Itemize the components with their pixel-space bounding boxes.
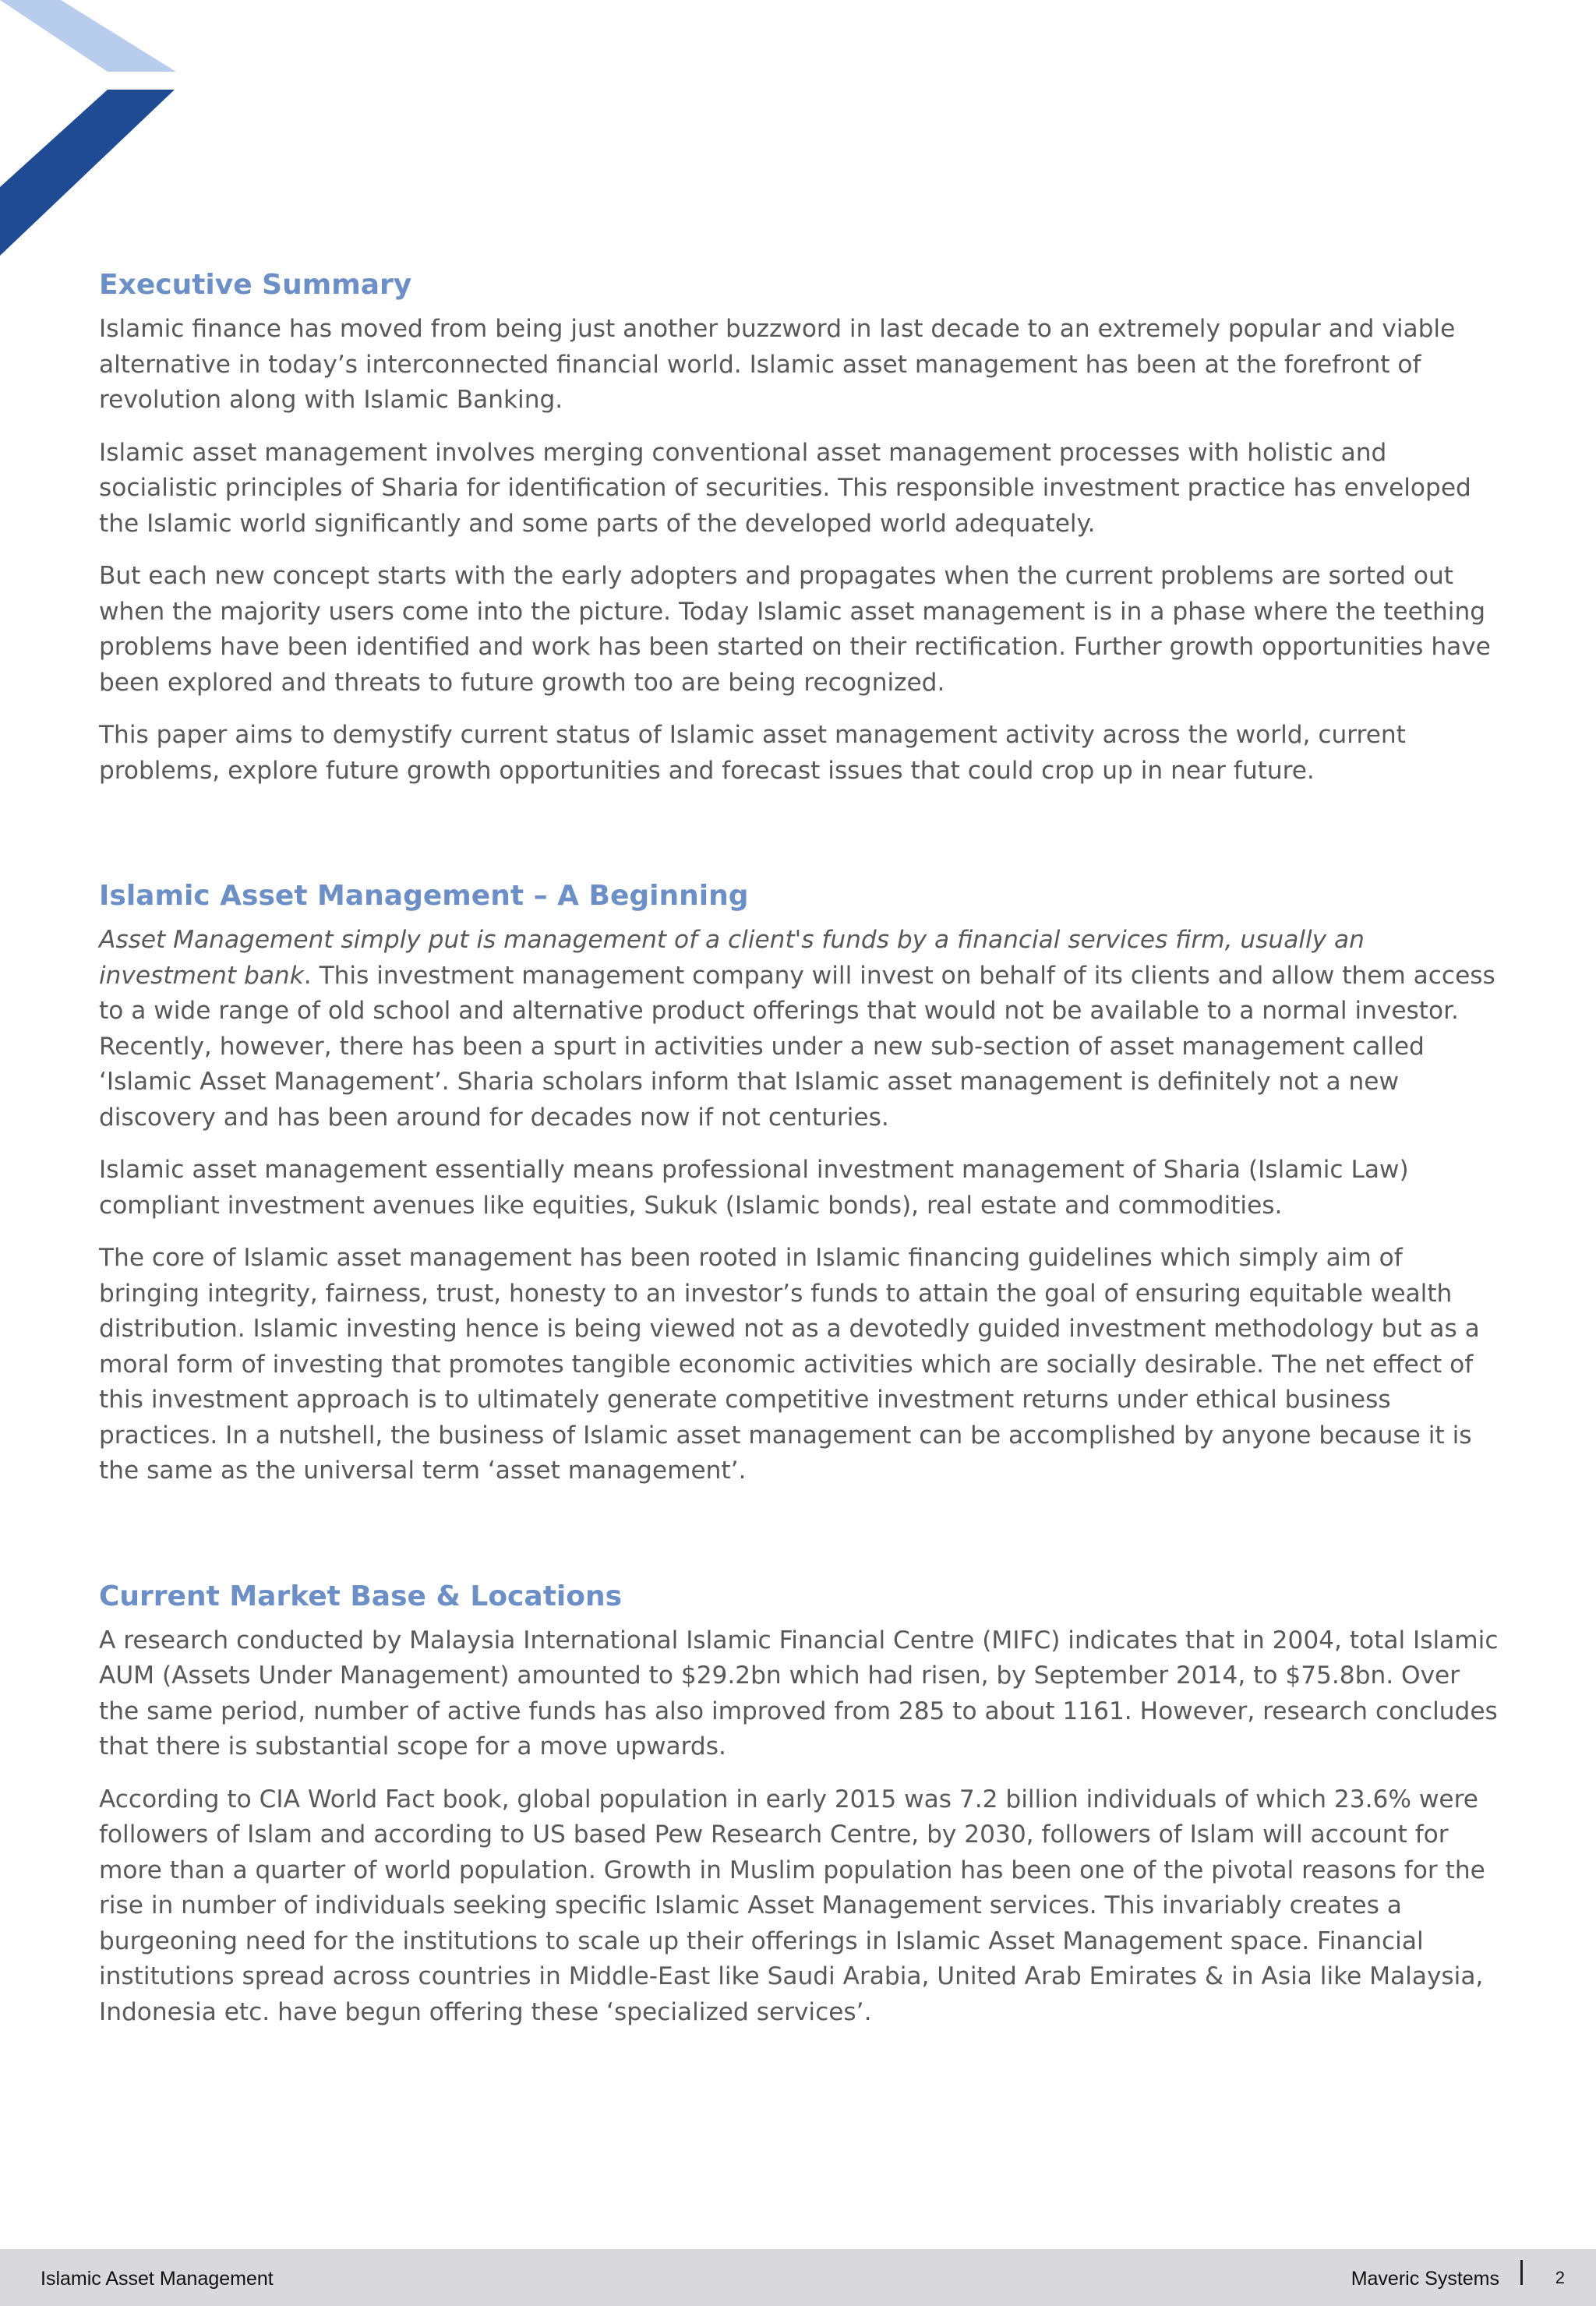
executive-summary-paragraph-2: Islamic asset management involves merging conventional asset management processes with holistic and socialistic principles of Sharia for identification of securities. This responsible investment practice has enveloped the Islamic world significantly and some parts of the developed world adequately.	[99, 438, 1471, 538]
footer-divider	[1520, 2260, 1523, 2285]
footer-page-number: 2	[1555, 2268, 1565, 2287]
beginning-paragraph-1	[99, 923, 1502, 1135]
document-body	[99, 263, 1502, 2047]
executive-summary-paragraph-3: But each new concept starts with the early adopters and propagates when the current problems are sorted out when the majority users come into the picture. Today Islamic asset management is in a phase where the teething problems have been identified and work has been started on their rectification. Further growth opportunities have been explored and threats to future growth too are being recognized.	[99, 562, 1491, 697]
beginning-paragraph-2: Islamic asset management essentially means professional investment management of Sharia (Islamic Law) compliant investment avenues like equities, Sukuk (Islamic bonds), real estate and commodities.	[99, 1156, 1409, 1220]
beginning-heading: Islamic Asset Management – A Beginning	[99, 880, 749, 912]
corner-logo-chevron	[0, 0, 179, 265]
executive-summary-paragraph-1: Islamic finance has moved from being just another buzzword in last decade to an extremely popular and viable alternative in today’s interconnected financial world. Islamic asset management has been at the forefront of revolution along with Islamic Banking.	[99, 315, 1456, 414]
market-paragraph-2: According to CIA World Fact book, global population in early 2015 was 7.2 billion individuals of which 23.6% were followers of Islam and according to US based Pew Research Centre, by 2030, followers of Islam will account for more than a quarter of world population. Growth in Muslim population has been one of the pivotal reasons for the rise in number of individuals seeking specific Islamic Asset Management services. This invariably creates a burgeoning need for the institutions to scale up their offerings in Islamic Asset Management space. Financial institutions spread across countries in Middle-East like Saudi Arabia, United Arab Emirates & in Asia like Malaysia, Indonesia etc. have begun offering these ‘specialized services’.	[99, 1785, 1485, 2026]
market-paragraph-1: A research conducted by Malaysia International Islamic Financial Centre (MIFC) indicates that in 2004, total Islamic AUM (Assets Under Management) amounted to $29.2bn which had risen, by September 2014, to $75.8bn. Over the same period, number of active funds has also improved from 285 to about 1161. However, research concludes that there is substantial scope for a move upwards.	[99, 1626, 1499, 1760]
executive-summary-heading: Executive Summary	[99, 269, 412, 301]
logo-dark-stripe	[0, 90, 175, 256]
logo-light-stripe	[0, 0, 176, 72]
market-heading: Current Market Base & Locations	[99, 1580, 623, 1612]
page-footer	[0, 2249, 1596, 2306]
footer-document-title: Islamic Asset Management	[41, 2268, 274, 2290]
footer-company-name: Maveric Systems	[1351, 2268, 1499, 2290]
executive-summary-paragraph-4: This paper aims to demystify current status of Islamic asset management activity across the world, current problems, explore future growth opportunities and forecast issues that could crop up in near future.	[99, 721, 1406, 785]
beginning-paragraph-1-rest: . This investment management company will invest on behalf of its clients and allow them access to a wide range of old school and alternative product offerings that would not be available to a normal investor. Recently, however, there has been a spurt in activities under a new sub-section of asset management called ‘Islamic Asset Management’. Sharia scholars inform that Islamic asset management is definitely not a new discovery and has been around for decades now if not centuries.	[99, 961, 1495, 1132]
beginning-definition-italic: Asset Management simply put is management of a client's funds by a financial services firm, usually an investment bank	[99, 926, 1365, 990]
beginning-paragraph-3: The core of Islamic asset management has been rooted in Islamic financing guidelines which simply aim of bringing integrity, fairness, trust, honesty to an investor’s funds to attain the goal of ensuring equitable wealth distribution. Islamic investing hence is being viewed not as a devotedly guided investment methodology but as a moral form of investing that promotes tangible economic activities which are socially desirable. The net effect of this investment approach is to ultimately generate competitive investment returns under ethical business practices. In a nutshell, the business of Islamic asset management can be accomplished by anyone because it is the same as the universal term ‘asset management’.	[99, 1244, 1480, 1485]
